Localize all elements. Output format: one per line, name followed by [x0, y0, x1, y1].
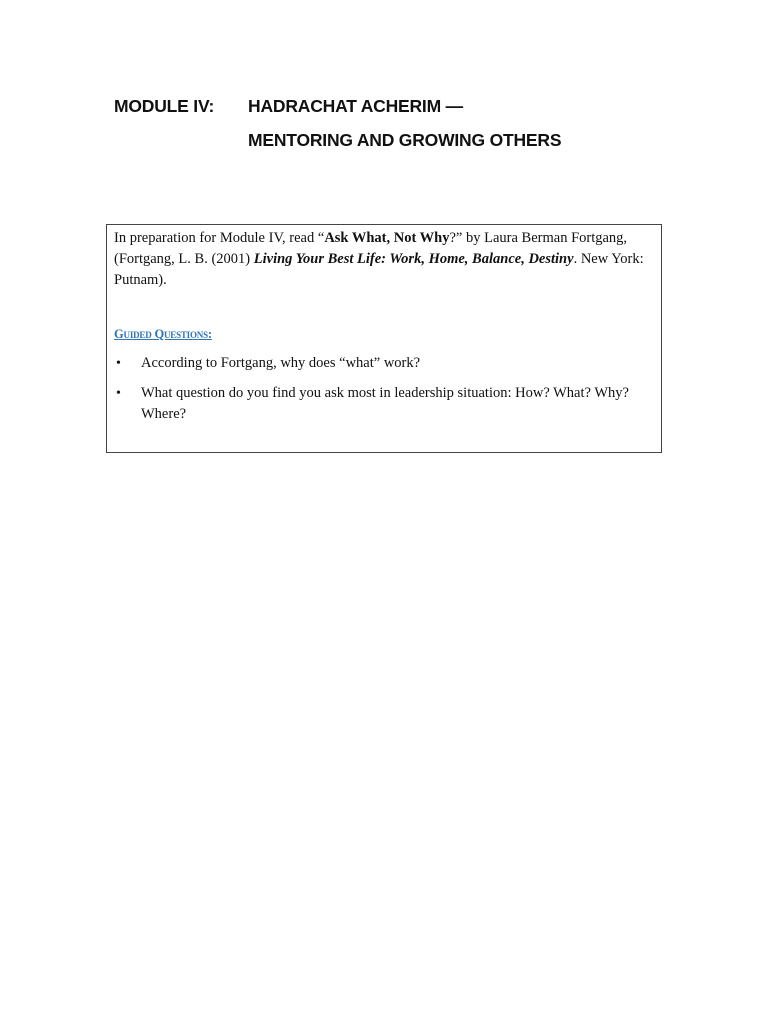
module-title-line-2: MENTORING AND GROWING OTHERS	[248, 130, 562, 150]
list-item	[114, 383, 654, 425]
publisher-info: . New York: Putnam).	[114, 251, 644, 288]
reading-assignment-box	[106, 224, 662, 453]
bullet-icon: •	[116, 356, 121, 371]
reading-instructions	[114, 228, 654, 291]
module-label: MODULE IV:	[114, 96, 215, 116]
question-text: According to Fortgang, why does “what” work?	[141, 355, 421, 371]
guided-questions-heading: Guided Questions:	[114, 327, 212, 341]
module-title-line-1: HADRACHAT ACHERIM —	[248, 96, 463, 116]
list-item	[114, 353, 654, 374]
question-text: What question do you find you ask most in leadership situation: How? What? Why? Where?	[141, 385, 629, 422]
book-title: Living Your Best Life: Work, Home, Balance,	[253, 251, 525, 267]
guided-questions-list	[114, 353, 654, 434]
reading-prefix: In preparation for Module IV, read “	[114, 230, 325, 246]
book-title-continued: Destiny	[528, 251, 574, 267]
article-title: Ask What, Not Why	[324, 230, 450, 246]
reading-author-citation: ?” by Laura Berman Fortgang, (Fortgang, L. B. (2001)	[114, 230, 628, 267]
bullet-icon: •	[116, 386, 121, 401]
